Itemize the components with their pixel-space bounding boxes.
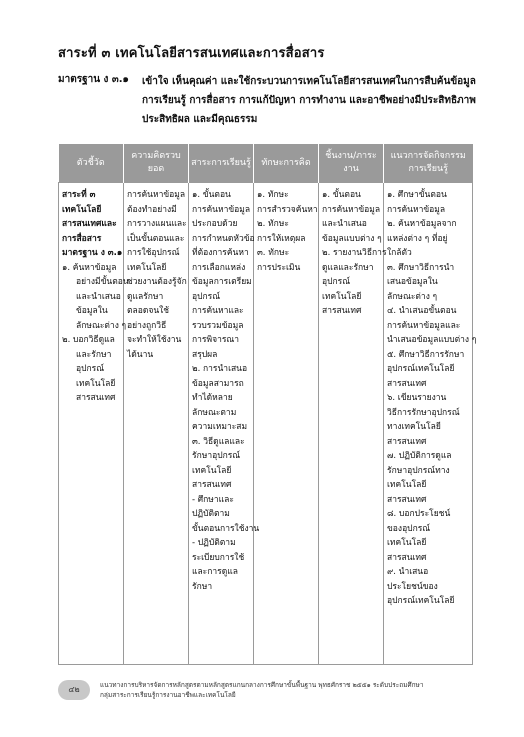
cell-text-line: ทางเทคโนโลยี bbox=[387, 422, 441, 432]
cell-text-line: ๒. รายงานวิธีการ bbox=[322, 248, 387, 258]
cell-text-line: การประเมิน bbox=[257, 262, 301, 273]
cell-text-line: การค้นหาข้อมูล bbox=[387, 204, 446, 215]
cell-text-line: เทคโนโลยี bbox=[322, 291, 362, 302]
cell-text-line: เทคโนโลยี bbox=[62, 204, 102, 215]
curriculum-table bbox=[58, 144, 477, 665]
cell-text-line: เทคโนโลยี bbox=[387, 480, 427, 490]
cell-thinking-skills bbox=[254, 183, 319, 665]
cell-text-line: วิธีการรักษาอุปกรณ์ bbox=[387, 407, 460, 418]
cell-text-line: สารสนเทศและ bbox=[62, 219, 117, 229]
cell-text-line: สาระที่ ๓ bbox=[62, 190, 96, 200]
cell-text-line: ๖. เขียนรายงาน bbox=[387, 393, 447, 403]
table-header-row bbox=[59, 144, 473, 183]
cell-text-line: ข้อมูลใน bbox=[76, 306, 108, 316]
cell-text-line: รักษา bbox=[192, 581, 213, 592]
cell-text-line: สารสนเทศ bbox=[76, 393, 116, 403]
cell-text-line: ๑. ทักษะ bbox=[257, 190, 289, 200]
cell-text-line: ๑. ศึกษาขั้นตอน bbox=[387, 190, 447, 200]
cell-tasks bbox=[319, 183, 387, 665]
cell-text-line: ตลอดจนใช้ bbox=[127, 306, 170, 316]
cell-text-line: เสนอข้อมูลใน bbox=[387, 277, 438, 287]
footer-line: กลุ่มสาระการเรียนรู้การงานอาชีพและเทคโนโลยี bbox=[100, 691, 236, 699]
cell-text-line: ขั้นตอนการใช้งาน bbox=[192, 523, 260, 534]
cell-text-line: การให้เหตุผล bbox=[257, 233, 306, 244]
cell-text-line: ระเบียบการใช้ bbox=[192, 552, 245, 563]
cell-text-line: เป็นขั้นตอนและ bbox=[127, 233, 185, 244]
cell-text-line: ๒. ค้นหาข้อมูลจาก bbox=[387, 219, 457, 229]
cell-text-line: ประกอบด้วย bbox=[192, 219, 238, 229]
cell-text-line: อุปกรณ์ bbox=[322, 277, 351, 287]
cell-text-line: ลักษณะต่าง ๆ bbox=[387, 291, 438, 302]
cell-text-line: ความเหมาะสม bbox=[192, 422, 248, 432]
cell-indicators bbox=[59, 183, 129, 665]
cell-text-line: ๑. ขั้นตอน bbox=[192, 190, 231, 200]
cell-text-line: ๒. บอกวิธีดูแล bbox=[62, 335, 115, 345]
cell-text-line: การค้นหาข้อมูล bbox=[127, 190, 186, 200]
cell-text-line: ที่ต้องการค้นหา bbox=[192, 248, 249, 258]
cell-text-line: ปฏิบัติตาม bbox=[192, 509, 230, 519]
cell-text-line: ๙. นำเสนอ bbox=[387, 567, 429, 577]
cell-text-line: ๗. ปฏิบัติการดูแล bbox=[387, 451, 452, 461]
cell-text-line: การเลือกแหล่ง bbox=[192, 262, 246, 273]
cell-text-line: และการดูแล bbox=[192, 567, 238, 577]
cell-text-line: ข้อมูลแบบต่าง ๆ bbox=[322, 233, 382, 244]
cell-content bbox=[189, 183, 260, 665]
table-row bbox=[59, 183, 473, 665]
cell-text-line: สารสนเทศ bbox=[387, 436, 427, 447]
cell-text-line: ลักษณะต่าง ๆ bbox=[76, 320, 127, 331]
cell-text-line: การสำรวจค้นหา bbox=[257, 204, 318, 215]
cell-text-line: อุปกรณ์ bbox=[76, 364, 105, 374]
header-concept: ความคิดรวบยอด bbox=[124, 144, 189, 183]
page-heading: สาระที่ ๓ เทคโนโลยีสารสนเทศและการสื่อสาร bbox=[58, 46, 325, 61]
cell-text-line: จะทำให้ใช้งาน bbox=[127, 335, 182, 345]
footer-line: แนวทางการบริหารจัดการหลักสูตรตามหลักสูตรแกนกลางการศึกษาขั้นพื้นฐาน พุทธศักราช ๒๕๕๑ ระดับประถมศึกษา bbox=[100, 681, 424, 689]
cell-text-line: การค้นหาข้อมูลและ bbox=[387, 320, 461, 331]
cell-text-line: ใกล้ตัว bbox=[387, 248, 412, 258]
cell-text-line: - ปฏิบัติตาม bbox=[192, 538, 236, 548]
cell-text-line: เทคโนโลยี bbox=[76, 378, 116, 389]
cell-text-line: สรุปผล bbox=[192, 349, 218, 360]
cell-activities bbox=[384, 183, 477, 665]
cell-text-line: สารสนเทศ bbox=[387, 552, 427, 563]
cell-text-line: การค้นหาข้อมูล bbox=[322, 204, 381, 215]
cell-text-line: ๔. นำเสนอขั้นตอน bbox=[387, 306, 457, 316]
cell-text-line: เทคโนโลยี bbox=[192, 465, 232, 476]
cell-text-line: ต้องทำอย่างมี bbox=[127, 204, 177, 215]
cell-text-line: รักษาอุปกรณ์ทาง bbox=[387, 465, 450, 476]
cell-text-line: ช่วยงานต้องรู้จัก bbox=[127, 277, 187, 287]
cell-text-line: แหล่งต่าง ๆ ที่อยู่ bbox=[387, 233, 448, 244]
cell-text-line: ๒. การนำเสนอ bbox=[192, 364, 248, 374]
cell-text-line: รวบรวมข้อมูล bbox=[192, 320, 244, 331]
header-activities: แนวการจัดกิจกรรมการเรียนรู้ bbox=[384, 144, 473, 183]
page-footer bbox=[100, 680, 423, 700]
cell-text-line: ๒. ทักษะ bbox=[257, 219, 289, 229]
cell-text-line: ได้นาน bbox=[127, 349, 154, 360]
cell-text-line: นำเสนอข้อมูลแบบต่าง ๆ bbox=[387, 335, 477, 345]
cell-text-line: การวางแผนและ bbox=[127, 219, 187, 229]
cell-text-line: - ศึกษาและ bbox=[192, 494, 234, 505]
cell-text-line: การสื่อสาร bbox=[62, 233, 102, 244]
cell-text-line: ๓. ศึกษาวิธีการนำ bbox=[387, 262, 455, 273]
cell-text-line: ของอุปกรณ์ bbox=[387, 523, 431, 534]
cell-text-line: การค้นหาข้อมูล bbox=[192, 204, 251, 215]
cell-text-line: การกำหนดหัวข้อ bbox=[192, 233, 255, 244]
cell-text-line: ๑. ค้นหาข้อมูล bbox=[62, 262, 117, 273]
cell-text-line: สารสนเทศ bbox=[192, 480, 232, 490]
cell-text-line: รักษาอุปกรณ์ bbox=[192, 451, 241, 461]
cell-text-line: การใช้อุปกรณ์ bbox=[127, 248, 180, 258]
cell-text-line: การพิจารณา bbox=[192, 335, 240, 345]
cell-text-line: และนำเสนอ bbox=[76, 291, 121, 302]
cell-text-line: สารสนเทศ bbox=[322, 306, 362, 316]
cell-text-line: ๕. ศึกษาวิธีการรักษา bbox=[387, 349, 465, 360]
cell-text-line: ทำได้หลาย bbox=[192, 393, 233, 403]
header-tasks: ชิ้นงาน/ภาระงาน bbox=[319, 144, 384, 183]
cell-text-line: สารสนเทศ bbox=[387, 378, 427, 389]
cell-text-line: อุปกรณ์เทคโนโลยี bbox=[387, 596, 455, 606]
cell-text-line: ลักษณะตาม bbox=[192, 407, 237, 418]
cell-text-line: อย่างถูกวิธี bbox=[127, 320, 167, 331]
cell-text-line: ๑. ขั้นตอน bbox=[322, 190, 361, 200]
cell-text-line: อุปกรณ์ bbox=[192, 291, 221, 302]
cell-text-line: ข้อมูลสามารถ bbox=[192, 378, 244, 389]
header-indicators: ตัวชี้วัด bbox=[59, 144, 124, 183]
cell-text-line: ประโยชน์ของ bbox=[387, 581, 438, 592]
cell-text-line: และนำเสนอ bbox=[322, 219, 367, 229]
cell-text-line: อุปกรณ์เทคโนโลยี bbox=[387, 364, 455, 374]
cell-text-line: ๘. บอกประโยชน์ bbox=[387, 509, 451, 519]
cell-text-line: และรักษา bbox=[76, 349, 112, 360]
cell-text-line: ดูแลและรักษา bbox=[322, 262, 374, 273]
cell-text-line: ๓. วิธีดูแลและ bbox=[192, 436, 245, 447]
header-content: สาระการเรียนรู้ bbox=[189, 144, 254, 183]
cell-text-line: เทคโนโลยี bbox=[127, 262, 167, 273]
standard-label: มาตรฐาน ง ๓.๑ bbox=[58, 74, 129, 85]
page-number: ๔๒ bbox=[58, 680, 90, 700]
cell-text-line: การค้นหาและ bbox=[192, 306, 244, 316]
cell-text-line: ๓. ทักษะ bbox=[257, 248, 290, 258]
cell-text-line: ข้อมูลการเตรียม bbox=[192, 277, 252, 287]
cell-text-line: มาตรฐาน ง ๓.๑ bbox=[62, 248, 123, 258]
cell-text-line: ดูแลรักษา bbox=[127, 291, 164, 302]
header-thinking-skills: ทักษะการคิด bbox=[254, 144, 319, 183]
cell-text-line: อย่างมีขั้นตอน bbox=[76, 277, 129, 287]
cell-text-line: สารสนเทศ bbox=[387, 494, 427, 505]
cell-text-line: เทคโนโลยี bbox=[387, 538, 427, 548]
standard-description: เข้าใจ เห็นคุณค่า และใช้กระบวนการเทคโนโลยีสารสนเทศในการสืบค้นข้อมูล การเรียนรู้ การสื่อสาร การแก้ปัญหา การทำงาน และอาชีพอย่างมีประสิทธิภาพ ประสิทธิผล และมีคุณธรรม bbox=[142, 76, 476, 125]
cell-concept bbox=[124, 183, 189, 665]
